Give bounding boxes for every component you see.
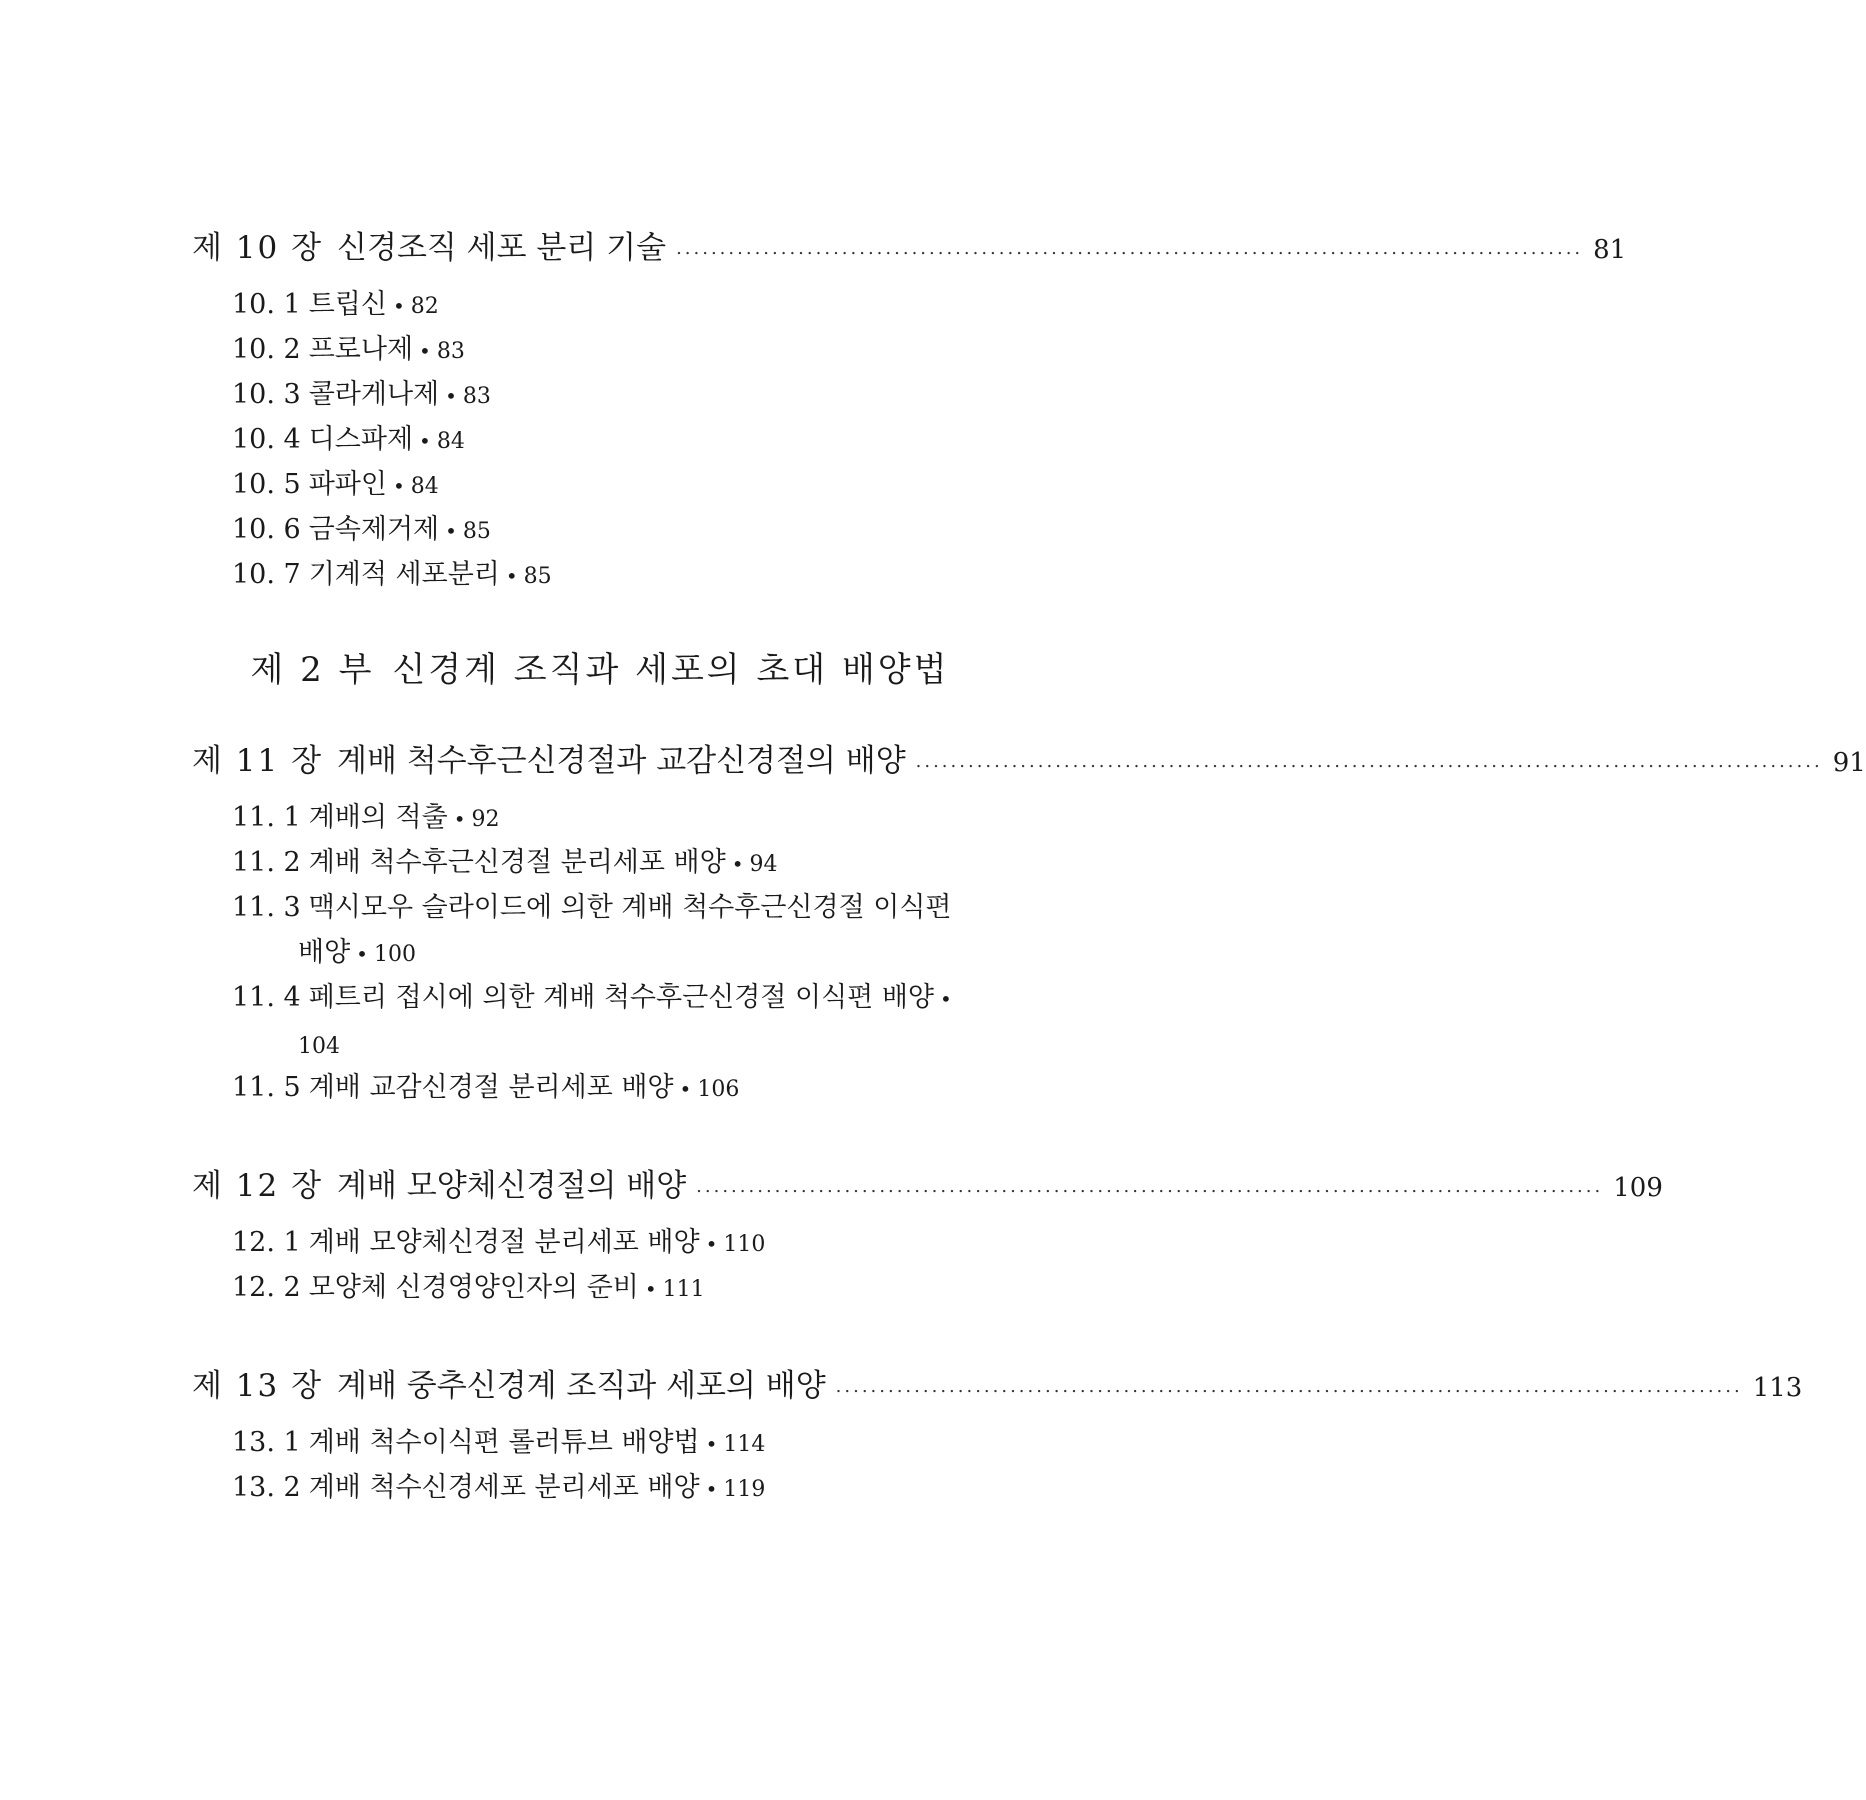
section-page-number: 84 — [410, 474, 439, 499]
chapter-heading[interactable] — [192, 1360, 1803, 1405]
toc-entry[interactable] — [232, 552, 1032, 599]
section-number: 13. 1 — [232, 1427, 301, 1458]
part-label: 제 2 부 — [250, 650, 375, 690]
section-number: 11. 4 — [232, 982, 301, 1013]
section-number: 12. 1 — [232, 1227, 301, 1258]
section-title: 기계적 세포분리 — [308, 559, 500, 590]
toc-entry[interactable] — [232, 975, 1032, 1069]
chapter-title: 계배 척수후근신경절과 교감신경절의 배양 — [337, 743, 906, 779]
separator-dot: • — [679, 1077, 692, 1101]
section-number: 11. 2 — [232, 847, 301, 878]
separator-dot: • — [705, 1477, 718, 1501]
toc-entry[interactable] — [232, 1465, 1032, 1512]
section-title: 프로나제 — [308, 334, 414, 365]
chapter-heading[interactable] — [192, 735, 1866, 780]
section-title: 페트리 접시에 의한 계배 척수후근신경절 이식편 배양 — [308, 982, 935, 1013]
toc-entry[interactable] — [232, 417, 1032, 464]
toc-entry[interactable] — [232, 1220, 1032, 1267]
section-number: 10. 6 — [232, 514, 301, 545]
section-title: 계배 척수신경세포 분리세포 배양 — [308, 1472, 700, 1503]
chapter-page-number: 91 — [1832, 748, 1866, 778]
dot-leader: ........................................................................................................ — [696, 1176, 1604, 1197]
toc-entry[interactable] — [232, 840, 1032, 887]
toc-entry[interactable] — [232, 1420, 1032, 1467]
chapter-title: 계배 모양체신경절의 배양 — [337, 1168, 687, 1204]
section-title-cont: 배양 — [298, 937, 351, 968]
section-number: 11. 5 — [232, 1072, 301, 1103]
section-title: 디스파제 — [308, 424, 414, 455]
section-title: 파파인 — [308, 469, 387, 500]
separator-dot: • — [644, 1277, 657, 1301]
section-page-number: 85 — [462, 519, 491, 544]
section-page-number: 83 — [436, 339, 465, 364]
section-title: 계배 교감신경절 분리세포 배양 — [308, 1072, 674, 1103]
separator-dot: • — [731, 852, 744, 876]
section-page-number: 100 — [373, 942, 416, 967]
chapter-label: 제 12 장 — [192, 1168, 324, 1204]
section-number: 13. 2 — [232, 1472, 301, 1503]
toc-entry[interactable] — [232, 1265, 1032, 1312]
separator-dot: • — [505, 564, 518, 588]
separator-dot: • — [453, 807, 466, 831]
section-title-continuation — [232, 930, 1032, 977]
section-page-number: 119 — [723, 1477, 766, 1502]
section-title: 맥시모우 슬라이드에 의한 계배 척수후근신경절 이식편 — [308, 892, 952, 923]
toc-entry[interactable] — [232, 282, 1032, 329]
section-page-number: 110 — [723, 1232, 766, 1257]
chapter-page-number: 81 — [1593, 235, 1627, 265]
chapter-label: 제 11 장 — [192, 743, 324, 779]
section-number: 10. 5 — [232, 469, 301, 500]
separator-dot: • — [419, 339, 431, 363]
section-page-number: 94 — [749, 852, 778, 877]
dot-leader: ........................................................................................................ — [915, 751, 1823, 772]
chapter-label: 제 13 장 — [192, 1368, 324, 1404]
separator-dot: • — [940, 987, 952, 1011]
separator-dot: • — [392, 474, 405, 498]
dot-leader: ........................................................................................................ — [676, 238, 1584, 259]
chapter-heading[interactable] — [192, 222, 1627, 267]
section-number: 10. 2 — [232, 334, 301, 365]
section-page-number: 111 — [662, 1277, 705, 1302]
section-number: 11. 1 — [232, 802, 301, 833]
chapter-page-number: 113 — [1752, 1373, 1803, 1403]
chapter-title: 신경조직 세포 분리 기술 — [337, 230, 667, 266]
separator-dot: • — [705, 1232, 718, 1256]
chapter-page-number: 109 — [1613, 1173, 1663, 1203]
section-title: 트립신 — [308, 289, 387, 320]
toc-entry[interactable] — [232, 885, 1032, 977]
section-title: 계배 척수후근신경절 분리세포 배양 — [308, 847, 726, 878]
section-number: 10. 4 — [232, 424, 301, 455]
section-title: 계배 척수이식편 롤러튜브 배양법 — [308, 1427, 700, 1458]
section-title: 계배 모양체신경절 분리세포 배양 — [308, 1227, 700, 1258]
section-page-number: 106 — [697, 1077, 740, 1102]
section-page-number: 92 — [471, 807, 500, 832]
separator-dot: • — [419, 429, 431, 453]
chapter-title: 계배 중추신경계 조직과 세포의 배양 — [337, 1368, 826, 1404]
section-number: 11. 3 — [232, 892, 301, 923]
toc-entry[interactable] — [232, 795, 1032, 842]
part-title: 신경계 조직과 세포의 초대 배양법 — [392, 650, 950, 690]
section-title: 계배의 적출 — [308, 802, 448, 833]
section-number: 10. 3 — [232, 379, 301, 410]
section-page-number: 84 — [436, 429, 465, 454]
chapter-heading[interactable] — [192, 1160, 1663, 1205]
section-page-number: 85 — [523, 564, 552, 589]
section-number: 10. 7 — [232, 559, 301, 590]
separator-dot: • — [356, 942, 368, 966]
section-title-continuation — [232, 1022, 1032, 1069]
separator-dot: • — [445, 519, 457, 543]
toc-entry[interactable] — [232, 507, 1032, 554]
section-page-number: 83 — [462, 384, 491, 409]
separator-dot: • — [445, 384, 457, 408]
part-heading[interactable] — [0, 642, 1200, 691]
separator-dot: • — [705, 1432, 718, 1456]
section-title: 금속제거제 — [308, 514, 440, 545]
section-title: 모양체 신경영양인자의 준비 — [308, 1272, 639, 1303]
section-page-number: 104 — [298, 1034, 340, 1059]
chapter-label: 제 10 장 — [192, 230, 324, 266]
toc-entry[interactable] — [232, 1065, 1032, 1112]
toc-entry[interactable] — [232, 372, 1032, 419]
section-page-number: 82 — [410, 294, 439, 319]
section-title: 콜라게나제 — [308, 379, 440, 410]
section-number: 12. 2 — [232, 1272, 301, 1303]
toc-entry[interactable] — [232, 327, 1032, 374]
dot-leader: ........................................................................................................ — [835, 1376, 1743, 1397]
section-number: 10. 1 — [232, 289, 301, 320]
toc-entry[interactable] — [232, 462, 1032, 509]
separator-dot: • — [392, 294, 405, 318]
section-page-number: 114 — [723, 1432, 766, 1457]
